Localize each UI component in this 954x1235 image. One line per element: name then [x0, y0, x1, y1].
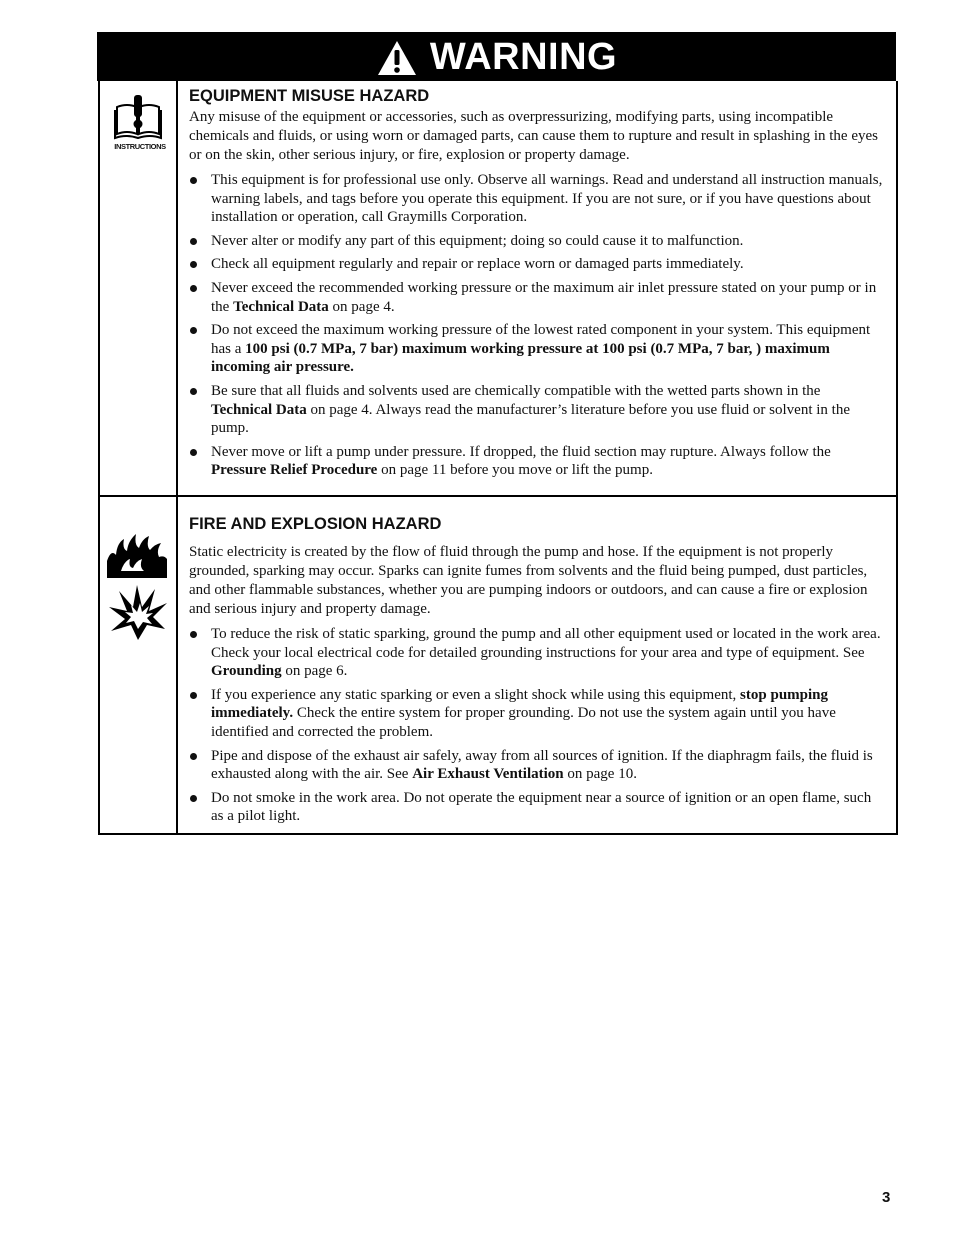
emphasized-text: stop pumping immediately.: [211, 686, 829, 722]
bullet-text: If you experience any static sparking or even a slight shock while using this equipment,: [211, 686, 741, 703]
emphasized-text: Technical Data: [211, 401, 307, 418]
hazard-bullet-list: [189, 171, 884, 480]
emphasized-text: Pressure Relief Procedure: [211, 462, 378, 479]
bullet-text: Never alter or modify any part of this equipment; doing so could cause it to malfunction.: [211, 232, 744, 249]
hazard-bullet-item: [189, 747, 884, 784]
section-intro: Static electricity is created by the flow of fluid through the pump and hose. If the equipment is not properly grounded, sparking may occur. Sparks can ignite fumes from solvents and the fluid being pumped, dust particles, and other flammable substances, whether you are pumping indoors or outdoors, and can cause a fire or explosion and serious injury and property damage.: [189, 544, 868, 617]
bullet-text: on page 11 before you move or lift the pump.: [377, 462, 653, 479]
equipment-misuse-section: [98, 81, 898, 497]
warning-header: [97, 32, 896, 81]
instructions-icon-label: INSTRUCTIONS: [114, 142, 166, 151]
bullet-text: To reduce the risk of static sparking, ground the pump and all other equipment used or located in the work area. Check your local electrical code for detailed grounding instructions for your area and type of equipment. See: [211, 626, 881, 661]
bullet-text: on page 4. Always read the manufacturer’s literature before you use fluid or solvent in the pump.: [211, 401, 850, 437]
bullet-text: on page 6.: [281, 663, 348, 680]
hazard-bullet-item: [189, 686, 884, 742]
bullet-text: Be sure that all fluids and solvents used are chemically compatible with the wetted parts shown in the: [211, 382, 821, 399]
bullet-text: Check all equipment regularly and repair or replace worn or damaged parts immediately.: [211, 256, 744, 273]
bullet-text: on page 10.: [563, 766, 637, 783]
section-title: FIRE AND EXPLOSION HAZARD: [189, 515, 442, 533]
bullet-text: Never move or lift a pump under pressure. If dropped, the fluid section may rupture. Always follow the: [211, 443, 831, 460]
emphasized-text: 100 psi (0.7 MPa, 7 bar) maximum working pressure at 100 psi (0.7 MPa, 7 bar, ) maximum incoming air pressure.: [211, 340, 830, 376]
emphasized-text: Air Exhaust Ventilation: [412, 766, 564, 783]
hazard-bullet-item: [189, 789, 884, 826]
section-intro: Any misuse of the equipment or accessories, such as overpressurizing, modifying parts, using incompatible chemicals and fluids, or using worn or damaged parts, can cause them to rupture and result in splashing in the eyes or on the skin, other serious injury, or fire, explosion or property damage.: [189, 109, 878, 163]
warning-title: WARNING: [429, 35, 618, 78]
bullet-text: Check the entire system for proper grounding. Do not use the system again until you have identified and corrected the problem.: [211, 705, 836, 740]
explosion-icon: [109, 585, 167, 641]
bullet-text: Pipe and dispose of the exhaust air safely, away from all sources of ignition. If the diaphragm fails, the fluid is exhausted along with the air. See: [211, 747, 873, 783]
bullet-text: on page 4.: [328, 298, 395, 315]
instructions-manual-icon: [114, 95, 162, 141]
emphasized-text: Grounding: [211, 663, 282, 680]
hazard-bullet-item: [189, 171, 884, 227]
bullet-text: This equipment is for professional use only. Observe all warnings. Read and understand all instruction manuals, warning labels, and tags before you operate this equipment. If you are not sure, or if you have questions about installation or operation, call Graymills Corporation.: [211, 172, 883, 226]
hazard-bullet-item: [189, 625, 884, 681]
hazard-bullet-item: [189, 443, 884, 480]
bullet-text: Do not exceed the maximum working pressure of the lowest rated component in your system. This equipment has a: [211, 322, 871, 357]
hazard-bullet-item: [189, 255, 884, 274]
fire-explosion-section: [98, 497, 898, 835]
bullet-text: Do not smoke in the work area. Do not operate the equipment near a source of ignition or an open flame, such as a pilot light.: [211, 789, 872, 825]
page-number: 3: [882, 1189, 891, 1206]
fire-icon: [106, 531, 168, 579]
bullet-text: Never exceed the recommended working pressure or the maximum air inlet pressure stated on your pump or in the: [211, 279, 877, 315]
hazard-bullet-item: [189, 279, 884, 316]
section-icon-column: [100, 497, 178, 833]
section-icon-column: [100, 81, 178, 495]
hazard-bullet-item: [189, 321, 884, 377]
warning-triangle-icon: [376, 39, 418, 77]
hazard-bullet-list: [189, 625, 884, 826]
section-text: [189, 86, 884, 485]
emphasized-text: Technical Data: [233, 298, 329, 315]
hazard-bullet-item: [189, 382, 884, 438]
section-text: [189, 514, 884, 831]
section-title: EQUIPMENT MISUSE HAZARD: [189, 87, 430, 105]
hazard-bullet-item: [189, 232, 884, 251]
